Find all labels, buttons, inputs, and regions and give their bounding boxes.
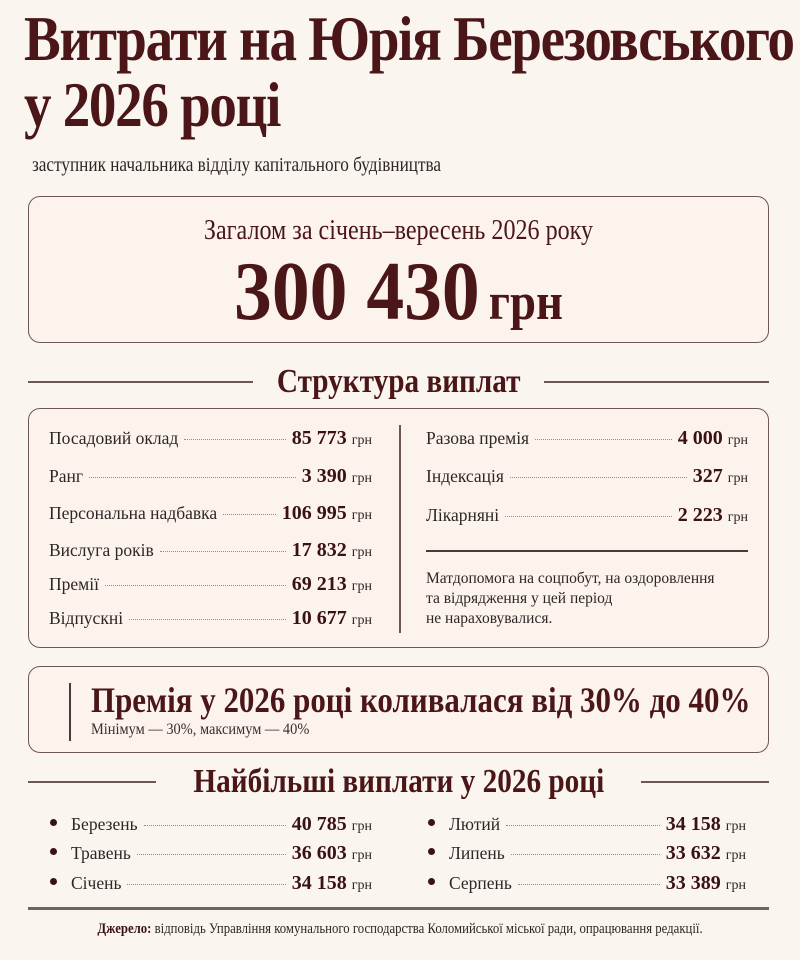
row-currency: грн (351, 613, 372, 628)
structure-row (426, 427, 748, 451)
premium-subtitle: Мінімум — 30%, максимум — 40% (91, 721, 310, 738)
row-label: Ранг (49, 466, 84, 486)
structure-heading (28, 362, 769, 402)
structure-row (49, 539, 372, 563)
row-label: Вислуга років (49, 540, 154, 560)
leader-dots (144, 825, 286, 826)
leader-dots (89, 477, 296, 478)
month-label: Травень (71, 843, 131, 863)
payment-value: 40 785 (291, 813, 347, 835)
top-payments-heading (28, 762, 769, 802)
bullet-icon (428, 848, 435, 855)
payment-row (50, 842, 372, 868)
row-value: 4 000 (677, 427, 723, 449)
title-line-1: Витрати на Юрія Березовського (24, 3, 794, 74)
leader-dots (184, 439, 286, 440)
payment-currency: грн (725, 848, 746, 863)
row-value: 69 213 (291, 573, 347, 595)
row-value: 17 832 (291, 539, 347, 561)
page-subtitle: заступник начальника відділу капітального будівництва (32, 154, 442, 176)
row-label: Персональна надбавка (49, 503, 218, 523)
row-currency: грн (727, 510, 748, 525)
row-currency: грн (351, 433, 372, 448)
source-note (48, 921, 752, 938)
row-currency: грн (727, 433, 748, 448)
row-currency: грн (727, 471, 748, 486)
payment-row (428, 872, 746, 898)
premium-card (28, 666, 769, 753)
payment-row (428, 842, 746, 868)
row-value: 3 390 (301, 465, 347, 487)
accent-bar (69, 683, 71, 741)
total-value (66, 247, 731, 348)
source-label: Джерело: (97, 921, 152, 937)
bullet-icon (428, 819, 435, 826)
row-value: 10 677 (291, 607, 347, 629)
structure-row (426, 465, 748, 489)
structure-row (49, 465, 372, 489)
note-line: Матдопомога на соцпобут, на оздоровлення (426, 570, 715, 587)
bullet-icon (50, 848, 57, 855)
premium-title: Премія у 2026 році коливалася від 30% до 40% (91, 680, 751, 720)
row-label: Відпускні (49, 608, 124, 628)
column-divider (399, 425, 401, 633)
row-label: Посадовий оклад (49, 428, 179, 448)
structure-card (28, 408, 769, 648)
payment-currency: грн (725, 878, 746, 893)
leader-dots (105, 585, 286, 586)
leader-dots (535, 439, 672, 440)
total-label: Загалом за січень–вересень 2026 року (203, 215, 594, 246)
row-currency: грн (351, 545, 372, 560)
row-currency: грн (351, 471, 372, 486)
payment-currency: грн (351, 878, 372, 893)
total-currency: грн (488, 274, 563, 331)
divider-right (641, 781, 769, 783)
leader-dots (223, 514, 276, 515)
leader-dots (127, 884, 285, 885)
leader-dots (511, 854, 660, 855)
row-label: Лікарняні (426, 505, 500, 525)
leader-dots (160, 551, 286, 552)
structure-row (426, 504, 748, 528)
payment-currency: грн (725, 819, 746, 834)
payment-value: 36 603 (291, 842, 347, 864)
bullet-icon (50, 819, 57, 826)
row-value: 2 223 (677, 504, 723, 526)
structure-heading-text: Структура виплат (276, 363, 521, 400)
month-label: Березень (71, 814, 138, 834)
month-label: Липень (449, 843, 505, 863)
note-divider (426, 550, 748, 552)
leader-dots (506, 825, 660, 826)
payment-value: 33 632 (665, 842, 721, 864)
row-currency: грн (351, 579, 372, 594)
divider-left (28, 781, 156, 783)
payment-value: 34 158 (291, 872, 347, 894)
payment-value: 33 389 (665, 872, 721, 894)
row-label: Разова премія (426, 428, 530, 448)
page-title (24, 3, 794, 140)
row-value: 106 995 (281, 502, 347, 524)
payment-currency: грн (351, 819, 372, 834)
month-label: Лютий (449, 814, 501, 834)
total-amount: 300 430 (234, 245, 480, 338)
divider-right (544, 381, 769, 383)
structure-row (49, 502, 372, 526)
note-line: та відрядження у цей період (426, 590, 613, 607)
leader-dots (137, 854, 286, 855)
month-label: Січень (71, 873, 122, 893)
structure-row (49, 427, 372, 451)
note-line: не нараховувалися. (426, 610, 553, 627)
bullet-icon (50, 878, 57, 885)
title-line-2: у 2026 році (24, 69, 281, 140)
structure-row (49, 573, 372, 597)
footer-divider (28, 907, 769, 910)
month-label: Серпень (449, 873, 512, 893)
payment-currency: грн (351, 848, 372, 863)
leader-dots (505, 516, 672, 517)
row-label: Премії (49, 574, 99, 594)
leader-dots (129, 619, 286, 620)
note-text (426, 569, 756, 629)
row-value: 327 (692, 465, 723, 487)
total-card (28, 196, 769, 343)
payment-row (428, 813, 746, 839)
row-value: 85 773 (291, 427, 347, 449)
source-text: відповідь Управління комунального господарства Коломийської міської ради, опрацювання редакції. (151, 921, 703, 937)
structure-row (49, 607, 372, 631)
divider-left (28, 381, 253, 383)
bullet-icon (428, 878, 435, 885)
row-label: Індексація (426, 466, 504, 486)
top-payments-heading-text: Найбільші виплати у 2026 році (193, 763, 604, 800)
payment-row (50, 872, 372, 898)
leader-dots (510, 477, 687, 478)
payment-value: 34 158 (665, 813, 721, 835)
leader-dots (518, 884, 660, 885)
payment-row (50, 813, 372, 839)
row-currency: грн (351, 508, 372, 523)
